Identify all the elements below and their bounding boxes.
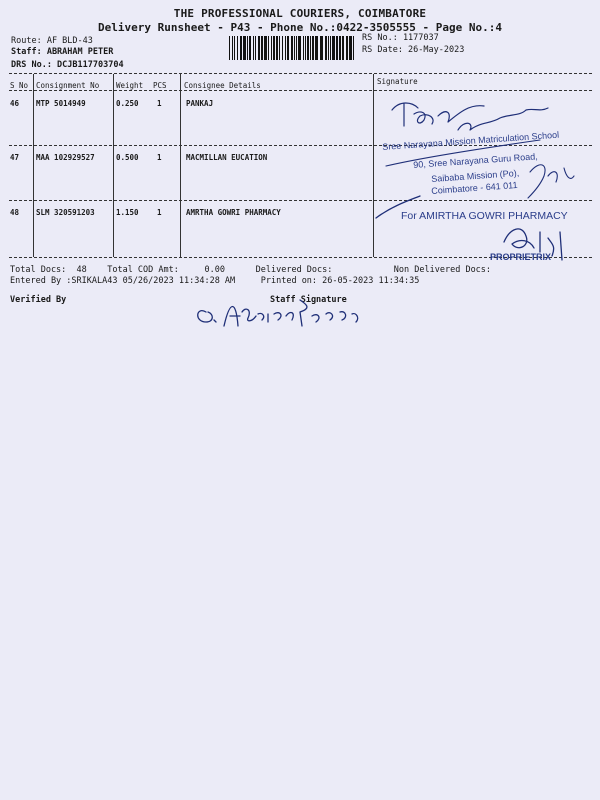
school-stamp-line2: 90, Sree Narayana Guru Road, [413, 151, 538, 170]
totals-line: Total Docs: 48 Total COD Amt: 0.00 Delivered Docs: Non Delivered Docs: [10, 265, 492, 275]
entered-by-line: Entered By :SRIKALA43 05/26/2023 11:34:28 AM Printed on: 26-05-2023 11:34:35 [10, 276, 420, 286]
table-row-sno: 46 [10, 99, 20, 108]
table-row-consignment: MTP 5014949 [36, 99, 86, 108]
rs-number: RS No.: 1177037 [362, 33, 439, 43]
pharmacy-stamp-line1: For AMIRTHA GOWRI PHARMACY [401, 210, 568, 222]
school-stamp-line1: Sree Narayana Mission Matriculation School [382, 129, 560, 152]
table-row-pcs: 1 [157, 153, 162, 162]
col-header-consignee: Consignee Details [184, 81, 261, 90]
staff-label: Staff: ABRAHAM PETER [11, 47, 114, 57]
table-row-weight: 0.250 [116, 99, 139, 108]
table-row-sno: 47 [10, 153, 20, 162]
table-row-sno: 48 [10, 208, 20, 217]
table-row-weight: 0.500 [116, 153, 139, 162]
col-header-signature: Signature [377, 77, 418, 86]
staff-signature-label: Staff Signature [270, 295, 347, 305]
table-row-pcs: 1 [157, 99, 162, 108]
pharmacy-stamp-line2: PROPRIETRIX [490, 252, 552, 262]
rs-date: RS Date: 26-May-2023 [362, 45, 465, 55]
col-header-weight: Weight [116, 81, 144, 90]
table-row-consignment: MAA 102929527 [36, 153, 95, 162]
col-header-pcs: PCS [153, 81, 167, 90]
col-header-consignment: Consignment No [36, 81, 100, 90]
school-stamp-line3: Saibaba Mission (Po), [431, 167, 520, 184]
signature-row48 [376, 196, 562, 260]
runsheet-subtitle: Delivery Runsheet - P43 - Phone No.:0422-3505555 - Page No.:4 [98, 21, 502, 34]
school-stamp-line4: Coimbatore - 641 011 [431, 179, 518, 196]
table-row-consignee: AMRTHA GOWRI PHARMACY [186, 208, 281, 217]
signature-row46 [392, 103, 548, 130]
company-title: THE PROFESSIONAL COURIERS, COIMBATORE [173, 7, 427, 20]
signature-row47 [386, 140, 574, 198]
table-row-pcs: 1 [157, 208, 162, 217]
table-row-consignee: PANKAJ [186, 99, 214, 108]
drs-number: DRS No.: DCJB117703704 [11, 60, 124, 70]
staff-handwritten-signature [198, 300, 358, 326]
route-label: Route: AF BLD-43 [11, 36, 93, 46]
table-row-consignment: SLM 320591203 [36, 208, 95, 217]
table-row-weight: 1.150 [116, 208, 139, 217]
table-row-consignee: MACMILLAN EUCATION [186, 153, 268, 162]
verified-by-label: Verified By [10, 295, 67, 305]
col-header-sno: S No [10, 81, 29, 90]
